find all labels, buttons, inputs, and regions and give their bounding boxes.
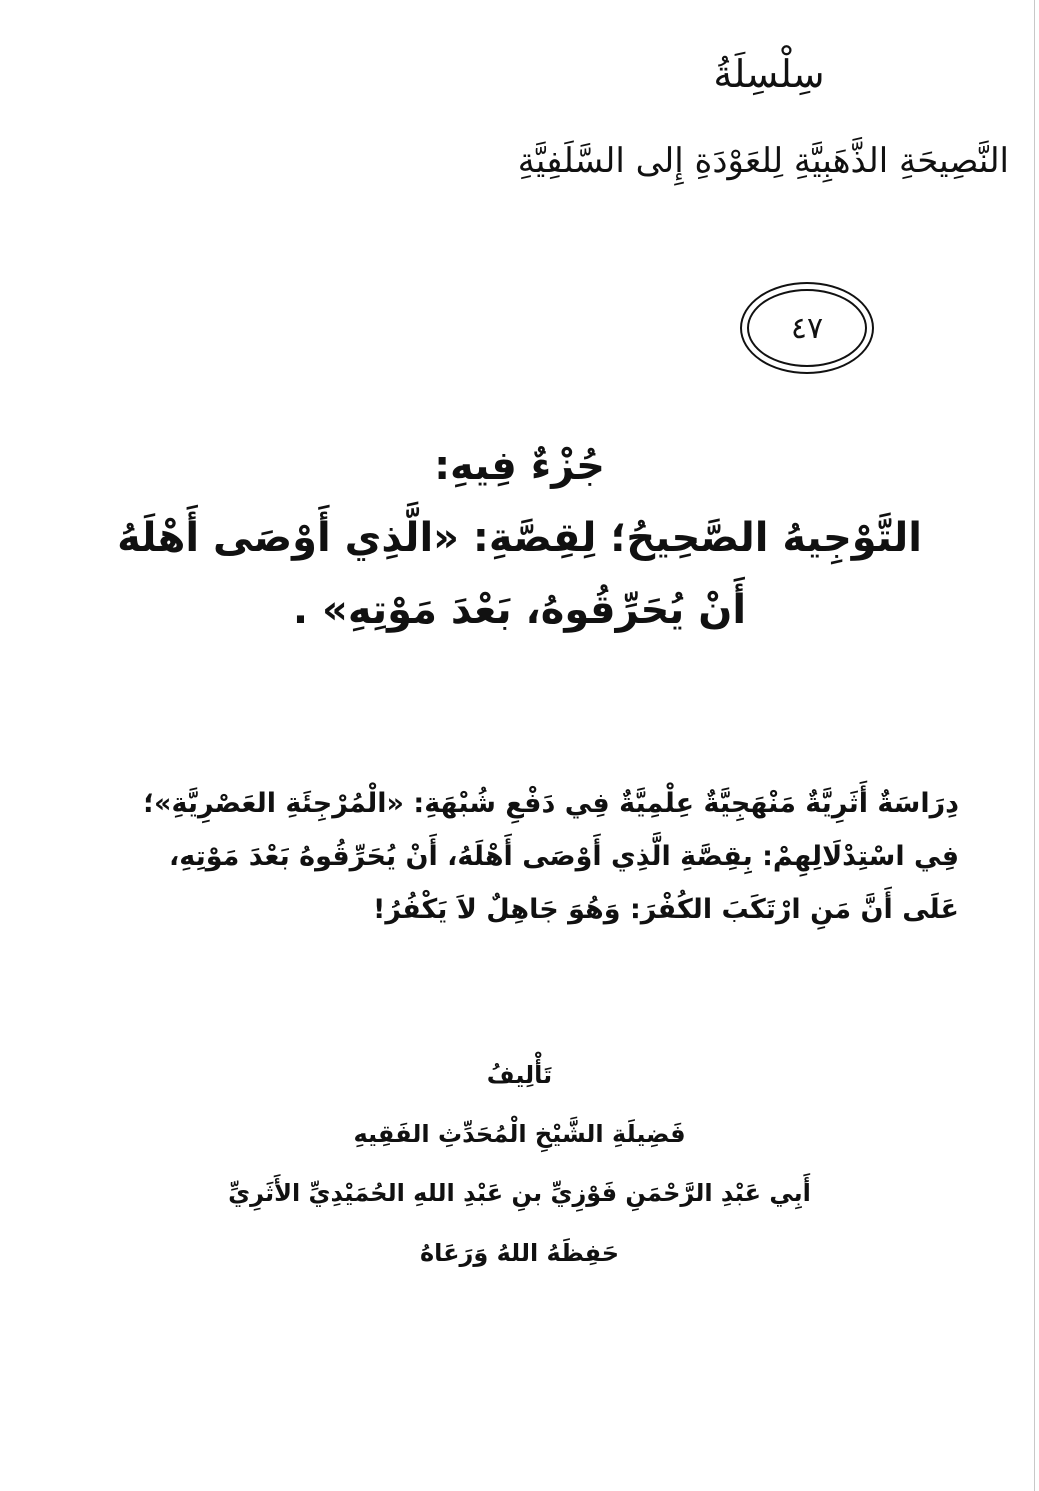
author-prayer: حَفِظَهُ اللهُ وَرَعَاهُ (419, 1238, 620, 1267)
study-description (90, 786, 959, 945)
series-header (517, 50, 1009, 184)
title-line-3: أَنْ يُحَرِّقُوهُ، بَعْدَ مَوْتِهِ» . (292, 587, 747, 633)
title-line-2: التَّوْجِيهُ الصَّحِيحُ؛ لِقِصَّةِ: «الَّذِي أَوْصَى أَهْلَهُ (117, 515, 922, 561)
issue-number: ٤٧ (790, 310, 824, 346)
author-honorific: فَضِيلَةِ الشَّيْخِ الْمُحَدِّثِ الفَقِيهِ (353, 1120, 686, 1149)
issue-number-badge (740, 282, 874, 374)
study-line-2: فِي اسْتِدْلَالِهِمْ: بِقِصَّةِ الَّذِي أَوْصَى أَهْلَهُ، أَنْ يُحَرِّقُوهُ بَعْدَ مَوْتِهِ، (168, 841, 959, 873)
title-line-1: جُزْءٌ فِيهِ: (434, 443, 605, 489)
author-name: أَبِي عَبْدِ الرَّحْمَنِ فَوْزِيِّ بنِ عَبْدِ اللهِ الحُمَيْدِيِّ الأَثَرِيِّ (228, 1179, 811, 1208)
series-title: النَّصِيحَةِ الذَّهَبِيَّةِ لِلعَوْدَةِ إِلى السَّلَفِيَّةِ (517, 141, 1009, 182)
book-title (60, 440, 979, 656)
study-line-1: دِرَاسَةٌ أَثَرِيَّةٌ مَنْهَجِيَّةٌ عِلْمِيَّةٌ فِي دَفْعِ شُبْهَةِ: «الْمُرْجِئَةِ العَصْرِيَّةِ»؛ (143, 788, 959, 819)
study-line-3: عَلَى أَنَّ مَنِ ارْتَكَبَ الكُفْرَ: وَهُوَ جَاهِلٌ لاَ يَكْفُرُ! (373, 894, 959, 926)
authorship-label: تَأْلِيفُ (486, 1061, 553, 1089)
series-label: سِلْسِلَةُ (713, 52, 825, 96)
author-section (100, 1060, 939, 1297)
page-edge (1034, 0, 1035, 1491)
